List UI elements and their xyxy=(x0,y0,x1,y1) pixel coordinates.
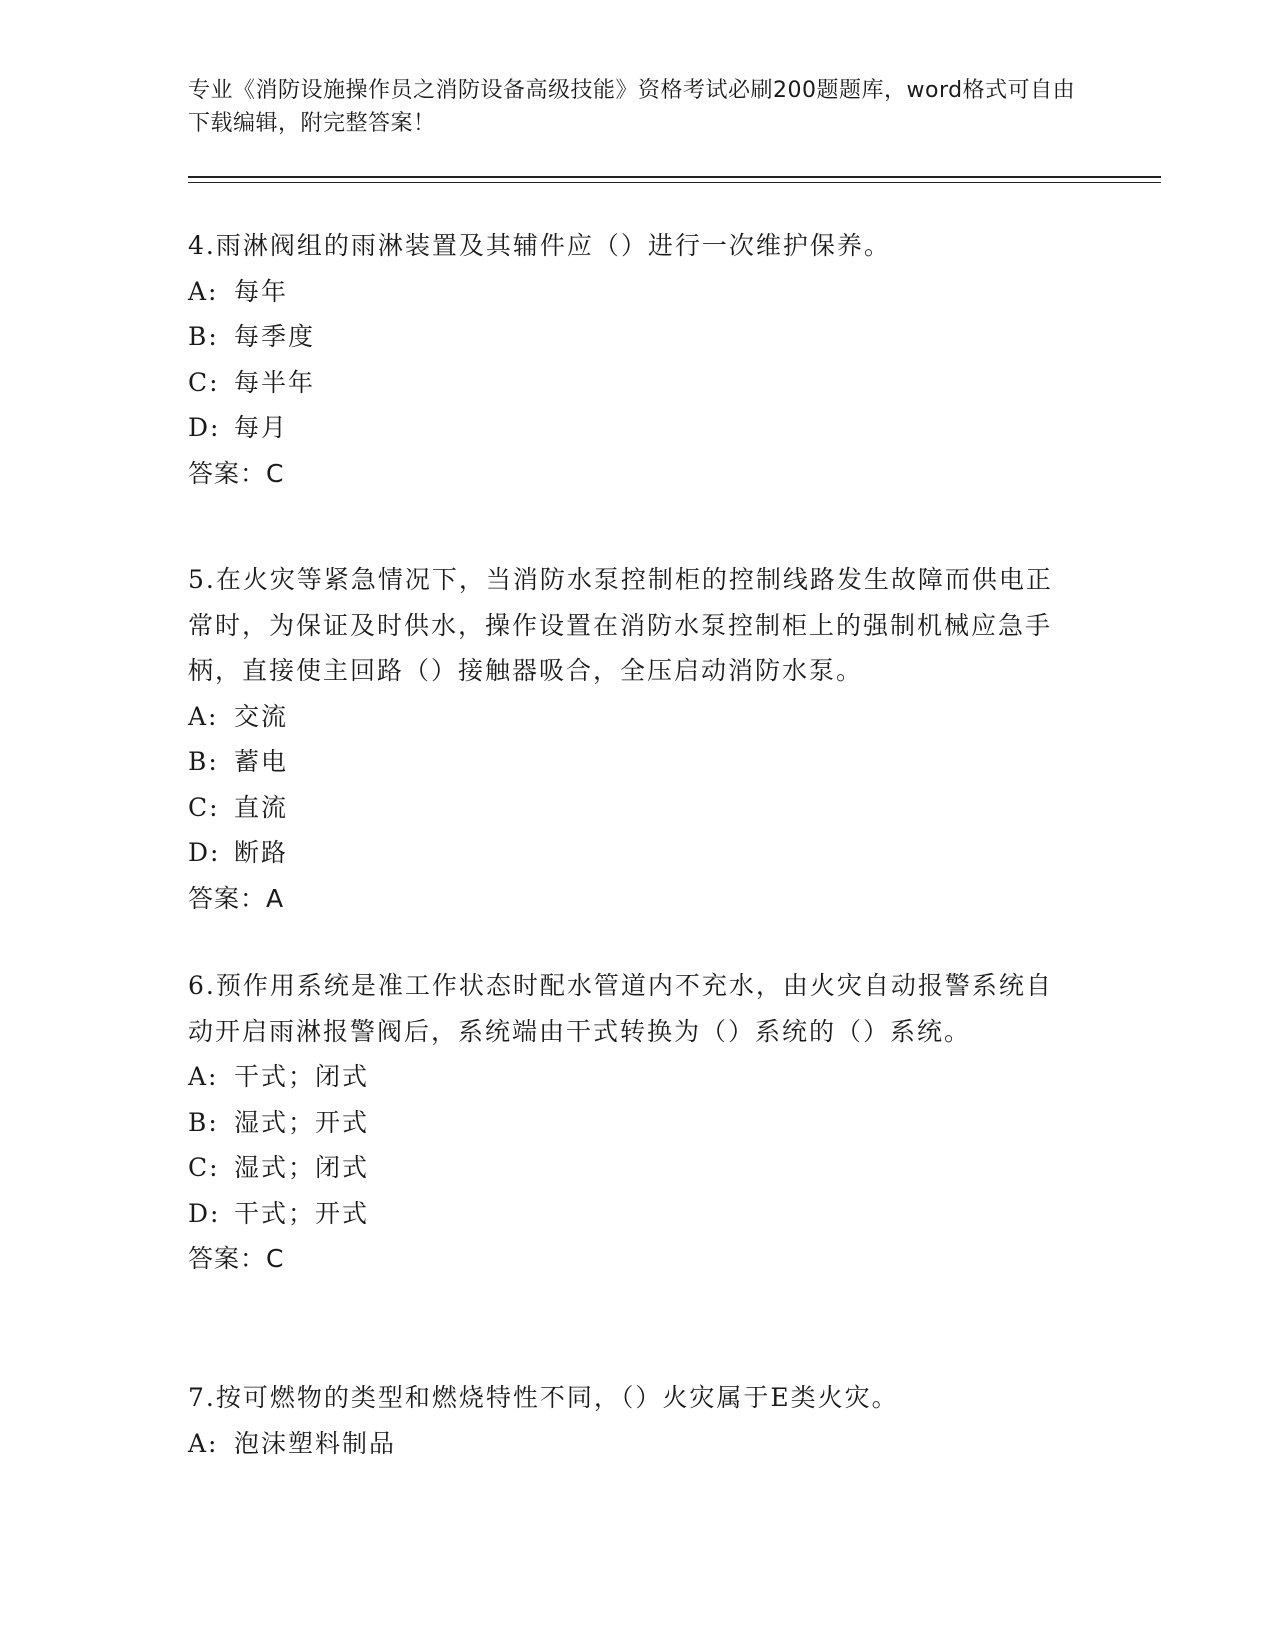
option-d xyxy=(188,830,1068,876)
option-a xyxy=(188,1421,1068,1467)
option-text: 湿式；开式 xyxy=(234,1107,370,1137)
question-text: 预作用系统是准工作状态时配水管道内不充水，由火灾自动报警系统自动开启雨淋报警阀后，系统端由干式转换为（）系统的（）系统。 xyxy=(188,971,1053,1046)
question-4 xyxy=(188,223,1068,496)
option-text: 蓄电 xyxy=(234,747,289,776)
option-text: 每年 xyxy=(234,276,289,306)
answer-value: C xyxy=(266,458,285,488)
question-text: 按可燃物的类型和燃烧特性不同，（）火灾属于E类火灾。 xyxy=(215,1383,899,1412)
option-letter: A: xyxy=(188,701,219,731)
header-divider-thick xyxy=(188,176,1161,178)
option-text: 每季度 xyxy=(234,322,316,351)
option-letter: C: xyxy=(188,1153,220,1182)
option-letter: C: xyxy=(188,792,220,822)
question-stem xyxy=(188,963,1068,1054)
option-text: 每半年 xyxy=(234,367,316,397)
option-text: 泡沫塑料制品 xyxy=(234,1428,397,1458)
option-text: 湿式；闭式 xyxy=(234,1153,370,1182)
answer-label: 答案： xyxy=(188,1244,267,1273)
answer-label: 答案： xyxy=(188,883,267,913)
option-a xyxy=(188,269,1068,315)
option-letter: D: xyxy=(188,1198,221,1228)
answer-value: A xyxy=(266,883,285,913)
option-text: 直流 xyxy=(234,792,289,822)
header-title: 专业《消防设施操作员之消防设备高级技能》资格考试必刷200题题库，word格式可自由下载编辑，附完整答案！ xyxy=(188,78,1076,136)
option-c xyxy=(188,360,1068,406)
option-c xyxy=(188,1145,1068,1191)
option-b xyxy=(188,314,1068,360)
option-letter: A: xyxy=(188,1062,219,1091)
option-text: 断路 xyxy=(234,838,289,867)
option-text: 干式；闭式 xyxy=(234,1062,370,1091)
option-text: 交流 xyxy=(234,701,289,731)
header-divider-thin xyxy=(188,182,1161,183)
option-letter: A: xyxy=(188,276,219,306)
question-number: 4. xyxy=(188,231,216,260)
option-a xyxy=(188,694,1068,740)
option-a xyxy=(188,1054,1068,1100)
option-d xyxy=(188,405,1068,451)
option-b xyxy=(188,1100,1068,1146)
option-letter: B: xyxy=(188,1107,219,1137)
option-b xyxy=(188,739,1068,785)
option-letter: D: xyxy=(188,413,221,442)
question-7 xyxy=(188,1375,1068,1466)
option-text: 干式；开式 xyxy=(234,1198,370,1228)
option-text: 每月 xyxy=(234,413,289,442)
option-letter: C: xyxy=(188,367,220,397)
question-stem xyxy=(188,223,1068,269)
question-text: 雨淋阀组的雨淋装置及其辅件应（）进行一次维护保养。 xyxy=(215,231,891,260)
option-d xyxy=(188,1191,1068,1237)
question-text: 在火灾等紧急情况下，当消防水泵控制柜的控制线路发生故障而供电正常时，为保证及时供水，操作设置在消防水泵控制柜上的强制机械应急手柄，直接使主回路（）接触器吸合，全压启动消防水泵。 xyxy=(188,565,1053,685)
option-letter: A: xyxy=(188,1428,219,1458)
answer-value: C xyxy=(266,1244,285,1273)
question-stem xyxy=(188,557,1068,694)
question-number: 5. xyxy=(188,565,216,594)
option-letter: B: xyxy=(188,322,219,351)
question-number: 7. xyxy=(188,1383,216,1412)
option-c xyxy=(188,785,1068,831)
document-header xyxy=(188,74,1078,140)
answer-line xyxy=(188,1236,1068,1282)
question-stem xyxy=(188,1375,1068,1421)
option-letter: D: xyxy=(188,838,221,867)
answer-line xyxy=(188,876,1068,922)
question-6 xyxy=(188,963,1068,1282)
answer-line xyxy=(188,451,1068,497)
answer-label: 答案： xyxy=(188,458,267,488)
question-number: 6. xyxy=(188,971,216,1000)
option-letter: B: xyxy=(188,747,219,776)
question-5 xyxy=(188,557,1068,921)
